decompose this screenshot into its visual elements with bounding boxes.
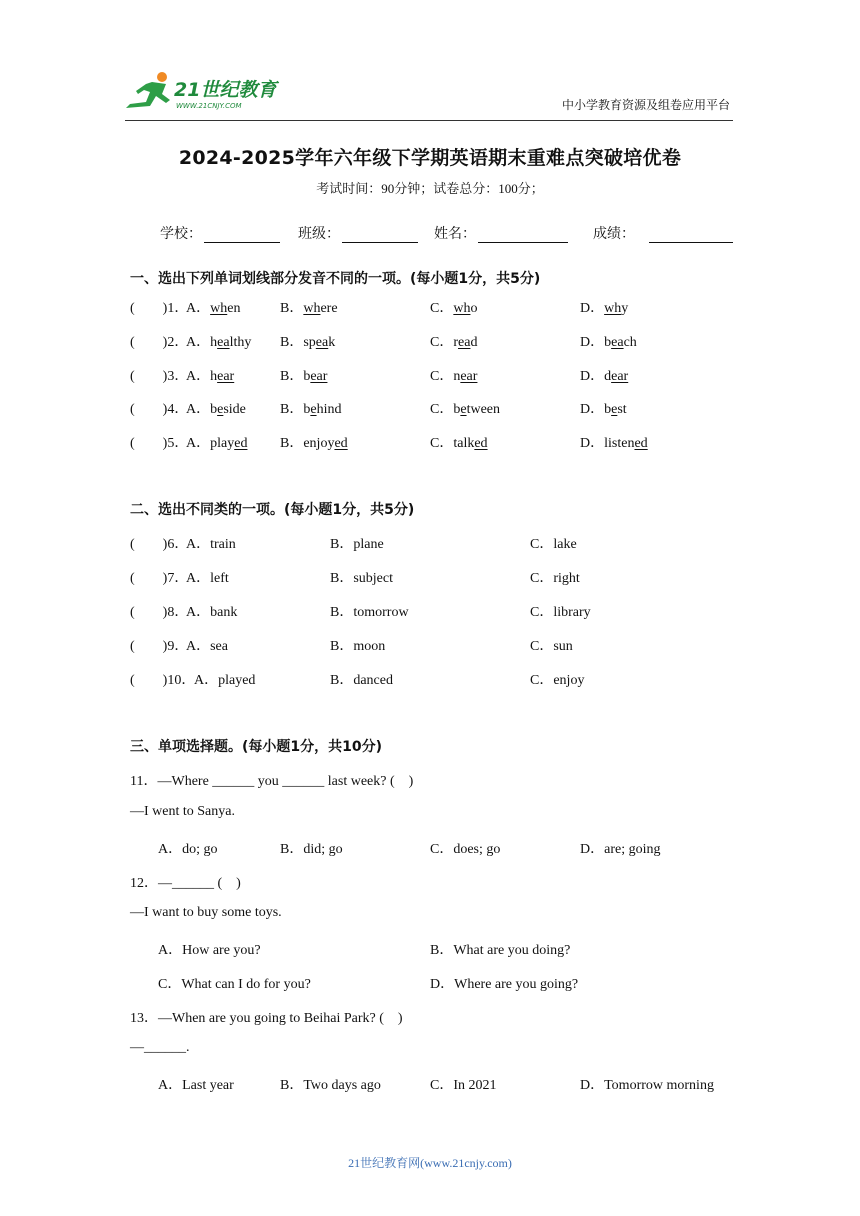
- logo: [122, 70, 292, 114]
- option-a[interactable]: A．left: [186, 571, 229, 586]
- option-c[interactable]: C．between: [430, 402, 500, 417]
- option-b[interactable]: B．danced: [330, 673, 393, 688]
- question-number: ( )9．: [130, 639, 189, 654]
- question-stem: 13．—When are you going to Beihai Park? ( ): [130, 1011, 403, 1026]
- option-d[interactable]: D．best: [580, 402, 627, 417]
- option-b[interactable]: B．subject: [330, 571, 393, 586]
- option-b[interactable]: B．speak: [280, 335, 336, 350]
- question-number: ( )8．: [130, 605, 189, 620]
- question-stem: 12．—______ ( ): [130, 876, 241, 891]
- dialogue-answer: —I want to buy some toys.: [130, 905, 282, 920]
- option-a[interactable]: A．train: [186, 537, 236, 552]
- class-blank[interactable]: [342, 228, 418, 243]
- question-number: ( )4．: [130, 402, 189, 417]
- name-label: 姓名：: [434, 226, 476, 242]
- option-a[interactable]: A．Last year: [158, 1078, 234, 1093]
- option-b[interactable]: B．bear: [280, 369, 328, 384]
- option-d[interactable]: D．beach: [580, 335, 637, 350]
- question-number: ( )2．: [130, 335, 189, 350]
- option-a[interactable]: A．sea: [186, 639, 228, 654]
- question-number: ( )10．: [130, 673, 196, 688]
- option-a[interactable]: A．bank: [186, 605, 238, 620]
- question-number: ( )5．: [130, 436, 189, 451]
- question-number: ( )7．: [130, 571, 189, 586]
- question-stem: 11．—Where ______ you ______ last week? ( ): [130, 774, 414, 789]
- logo-url: WWW.21CNJY.COM: [176, 102, 242, 110]
- option-a[interactable]: A．played: [194, 673, 256, 688]
- option-c[interactable]: C．talked: [430, 436, 488, 451]
- section3-heading: 三、单项选择题。(每小题1分，共10分): [130, 739, 383, 755]
- option-a[interactable]: A．hear: [186, 369, 235, 384]
- option-c[interactable]: C．right: [530, 571, 580, 586]
- class-label: 班级：: [298, 226, 340, 242]
- score-blank[interactable]: [649, 228, 733, 243]
- school-blank[interactable]: [204, 228, 280, 243]
- option-d[interactable]: D．Tomorrow morning: [580, 1078, 714, 1093]
- section2-heading: 二、选出不同类的一项。(每小题1分，共5分): [130, 502, 415, 518]
- option-c[interactable]: C．library: [530, 605, 591, 620]
- option-a[interactable]: A．healthy: [186, 335, 252, 350]
- question-number: ( )6．: [130, 537, 189, 552]
- option-a[interactable]: A．beside: [186, 402, 246, 417]
- option-c[interactable]: C．What can I do for you?: [158, 977, 311, 992]
- option-c[interactable]: C．read: [430, 335, 478, 350]
- option-b[interactable]: B．where: [280, 301, 338, 316]
- option-d[interactable]: D．dear: [580, 369, 629, 384]
- name-blank[interactable]: [478, 228, 568, 243]
- question-number: ( )3．: [130, 369, 189, 384]
- dialogue-answer: —I went to Sanya.: [130, 804, 235, 819]
- option-b[interactable]: B．behind: [280, 402, 342, 417]
- option-c[interactable]: C．enjoy: [530, 673, 585, 688]
- option-a[interactable]: A．when: [186, 301, 241, 316]
- runner-icon: [126, 72, 170, 108]
- exam-meta: 考试时间：90分钟；试卷总分：100分；: [316, 181, 544, 196]
- option-d[interactable]: D．why: [580, 301, 629, 316]
- header-divider: [125, 120, 733, 121]
- school-label: 学校：: [160, 226, 202, 242]
- score-label: 成绩：: [593, 226, 635, 242]
- option-c[interactable]: C．who: [430, 301, 478, 316]
- page-title: 2024-2025学年六年级下学期英语期末重难点突破培优卷: [178, 147, 682, 169]
- option-a[interactable]: A．played: [186, 436, 248, 451]
- option-b[interactable]: B．moon: [330, 639, 386, 654]
- logo-text: 21世纪教育: [174, 79, 277, 101]
- option-c[interactable]: C．near: [430, 369, 478, 384]
- option-b[interactable]: B．plane: [330, 537, 384, 552]
- option-c[interactable]: C．In 2021: [430, 1078, 497, 1093]
- name-field[interactable]: [434, 223, 568, 243]
- platform-label: 中小学教育资源及组卷应用平台: [561, 98, 730, 112]
- option-b[interactable]: B．Two days ago: [280, 1078, 381, 1093]
- class-field[interactable]: [298, 223, 418, 243]
- option-b[interactable]: B．enjoyed: [280, 436, 348, 451]
- option-c[interactable]: C．sun: [530, 639, 573, 654]
- option-d[interactable]: D．listened: [580, 436, 648, 451]
- option-b[interactable]: B．tomorrow: [330, 605, 409, 620]
- dialogue-answer: —______.: [130, 1040, 190, 1055]
- footer-link[interactable]: 21世纪教育网(www.21cnjy.com): [348, 1156, 512, 1170]
- score-field[interactable]: [593, 223, 733, 243]
- option-b[interactable]: B．did; go: [280, 842, 343, 857]
- option-a[interactable]: A．do; go: [158, 842, 218, 857]
- section1-heading: 一、选出下列单词划线部分发音不同的一项。(每小题1分，共5分): [130, 271, 541, 287]
- option-c[interactable]: C．does; go: [430, 842, 501, 857]
- option-c[interactable]: C．lake: [530, 537, 577, 552]
- option-a[interactable]: A．How are you?: [158, 943, 261, 958]
- option-b[interactable]: B．What are you doing?: [430, 943, 571, 958]
- school-field[interactable]: [160, 223, 280, 243]
- option-d[interactable]: D．Where are you going?: [430, 977, 579, 992]
- option-d[interactable]: D．are; going: [580, 842, 661, 857]
- question-number: ( )1．: [130, 301, 189, 316]
